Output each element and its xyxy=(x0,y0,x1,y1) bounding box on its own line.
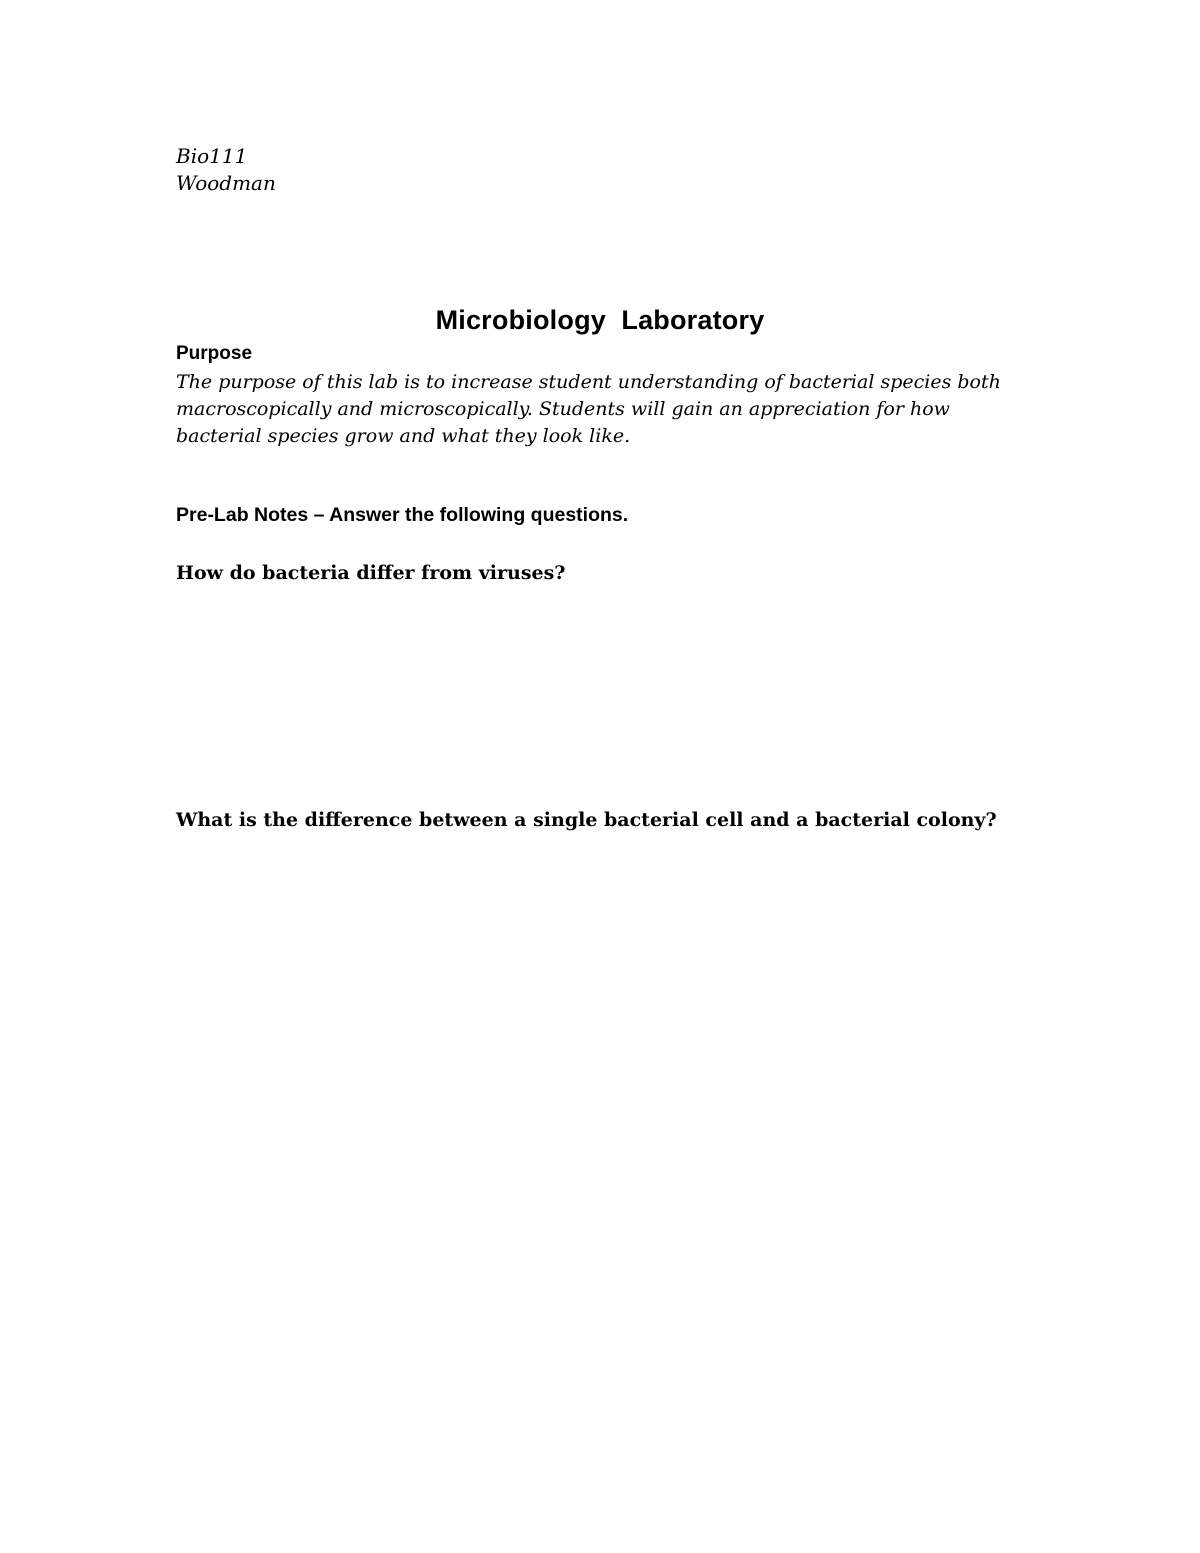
course-code: Bio111 xyxy=(176,144,248,168)
question-bacteria-vs-viruses: How do bacteria differ from viruses? xyxy=(176,562,566,584)
document-header xyxy=(176,143,276,197)
purpose-text: The purpose of this lab is to increase student understanding of bacterial species both macroscopically and microscopically. Students will gain an appreciation for how bacterial species grow and what they look like. xyxy=(176,371,1001,447)
prelab-heading: Pre-Lab Notes – Answer the following questions. xyxy=(176,504,629,526)
question-cell-vs-colony: What is the difference between a single bacterial cell and a bacterial colony? xyxy=(176,809,997,831)
instructor-name: Woodman xyxy=(176,171,276,195)
purpose-heading: Purpose xyxy=(176,343,253,364)
document-title: Microbiology Laboratory xyxy=(435,305,765,335)
